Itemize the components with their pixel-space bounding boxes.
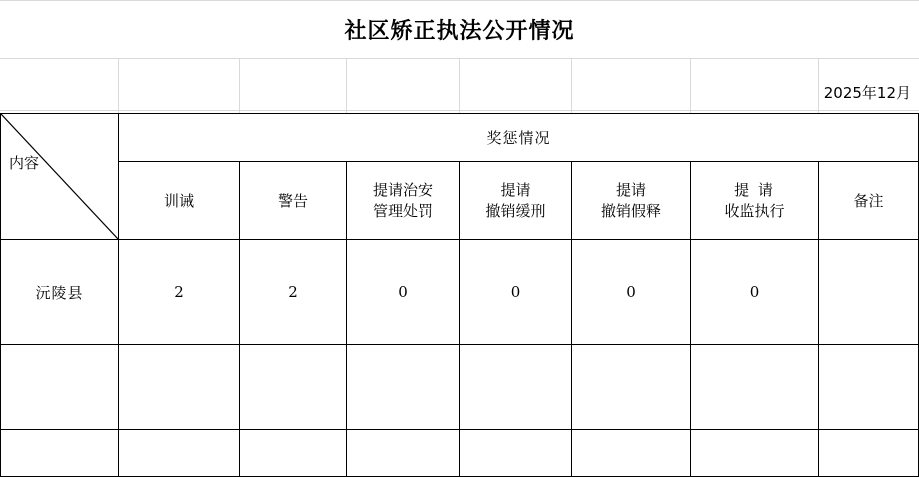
- cell-imprisonment: [691, 430, 819, 477]
- grid-line: [571, 58, 572, 113]
- cell-warning: [240, 430, 347, 477]
- column-header-revoke-parole: [572, 162, 691, 240]
- cell-warning: [240, 345, 347, 430]
- grid-line: [818, 58, 819, 113]
- column-header-admonition: 训诫: [119, 162, 240, 240]
- row-label-empty: [1, 430, 119, 477]
- column-header-imprisonment: [691, 162, 819, 240]
- column-header-line2: 管理处罚: [372, 201, 433, 220]
- report-date: 2025年12月: [823, 84, 911, 102]
- grid-line: [118, 58, 119, 113]
- row-label-county: 沅陵县: [1, 240, 119, 345]
- grid-line: [346, 58, 347, 113]
- column-header-line1: 提请治安: [372, 181, 433, 200]
- grid-line: [0, 0, 919, 1]
- cell-remarks: [819, 430, 919, 477]
- column-header-line1: 提请: [500, 181, 531, 200]
- group-header-awards-penalties: 奖惩情况: [119, 114, 919, 162]
- cell-remarks: [819, 240, 919, 345]
- column-header-revoke-probation: [460, 162, 572, 240]
- corner-label: 内容: [9, 154, 40, 172]
- column-header-remarks: 备注: [819, 162, 919, 240]
- cell-remarks: [819, 345, 919, 430]
- cell-public-security-penalty: [347, 345, 460, 430]
- diagonal-divider-icon: [1, 114, 118, 239]
- cell-revoke-probation: [460, 345, 572, 430]
- table-row: [1, 240, 919, 345]
- grid-line: [459, 58, 460, 113]
- grid-line: [239, 58, 240, 113]
- cell-warning: 2: [240, 240, 347, 345]
- cell-public-security-penalty: 0: [347, 240, 460, 345]
- cell-public-security-penalty: [347, 430, 460, 477]
- table-row: [1, 345, 919, 430]
- cell-admonition: [119, 430, 240, 477]
- cell-admonition: [119, 345, 240, 430]
- public-disclosure-table: [0, 113, 919, 477]
- table-row-group-header: [1, 114, 919, 162]
- cell-revoke-probation: 0: [460, 240, 572, 345]
- cell-revoke-parole: [572, 345, 691, 430]
- row-label-empty: [1, 345, 119, 430]
- column-header-warning: 警告: [240, 162, 347, 240]
- column-header-public-security-penalty: [347, 162, 460, 240]
- column-header-line1: 提 请: [734, 181, 775, 200]
- column-header-line2: 收监执行: [724, 201, 785, 220]
- cell-admonition: 2: [119, 240, 240, 345]
- document-title: 社区矫正执法公开情况: [344, 19, 575, 44]
- table-row-column-headers: [1, 162, 919, 240]
- cell-imprisonment: [691, 345, 819, 430]
- table-row: [1, 430, 919, 477]
- corner-header-cell: [1, 114, 119, 240]
- cell-revoke-parole: [572, 430, 691, 477]
- grid-line: [690, 58, 691, 113]
- column-header-line2: 撤销缓刑: [485, 201, 546, 220]
- cell-revoke-parole: 0: [572, 240, 691, 345]
- cell-imprisonment: 0: [691, 240, 819, 345]
- column-header-line1: 提请: [615, 181, 646, 200]
- cell-revoke-probation: [460, 430, 572, 477]
- column-header-line2: 撤销假释: [600, 201, 661, 220]
